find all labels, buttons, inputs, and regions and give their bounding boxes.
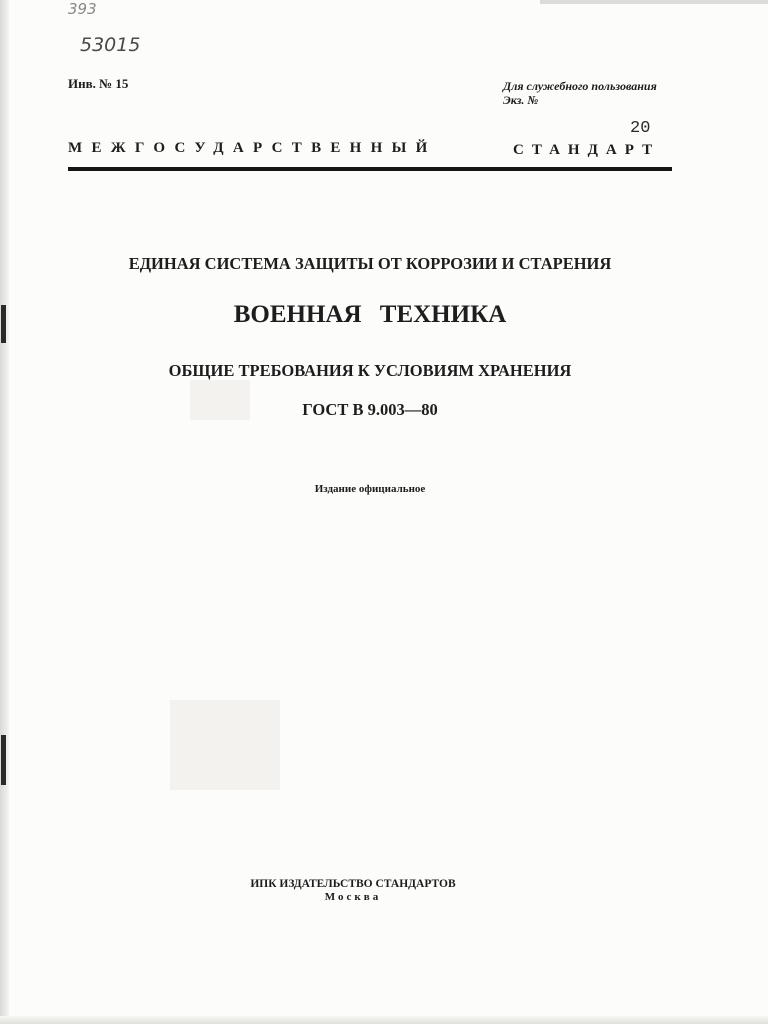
restriction-block	[503, 79, 657, 107]
scan-bottom-edge	[0, 1016, 768, 1024]
restriction-label: Для служебного пользования	[503, 79, 657, 93]
handwritten-note: 393	[68, 0, 97, 18]
scan-left-edge	[0, 0, 9, 1024]
main-title: ВОЕННАЯ ТЕХНИКА	[233, 301, 507, 328]
inventory-number: Инв. № 15	[68, 76, 129, 91]
publisher-name: ИПК ИЗДАТЕЛЬСТВО СТАНДАРТОВ	[250, 878, 456, 890]
banner-standard: СТАНДАРТ	[513, 142, 661, 158]
edition-note: Издание официальное	[314, 483, 426, 495]
standard-designation: ГОСТ В 9.003—80	[302, 400, 438, 419]
system-title: ЕДИНАЯ СИСТЕМА ЗАЩИТЫ ОТ КОРРОЗИИ И СТАРЕНИЯ	[128, 254, 612, 273]
bleed-through-smudge	[170, 700, 280, 790]
handwritten-number: 53015	[80, 34, 141, 56]
header-rule	[68, 167, 672, 171]
scan-top-edge	[540, 0, 768, 4]
copy-number: 20	[630, 119, 651, 138]
banner-interstate: МЕЖГОСУДАРСТВЕННЫЙ	[68, 140, 437, 156]
scan-binding-mark	[1, 735, 6, 785]
publisher-city: Москва	[324, 891, 382, 903]
subtitle: ОБЩИЕ ТРЕБОВАНИЯ К УСЛОВИЯМ ХРАНЕНИЯ	[168, 361, 572, 380]
copy-label: Экз. №	[503, 93, 539, 107]
